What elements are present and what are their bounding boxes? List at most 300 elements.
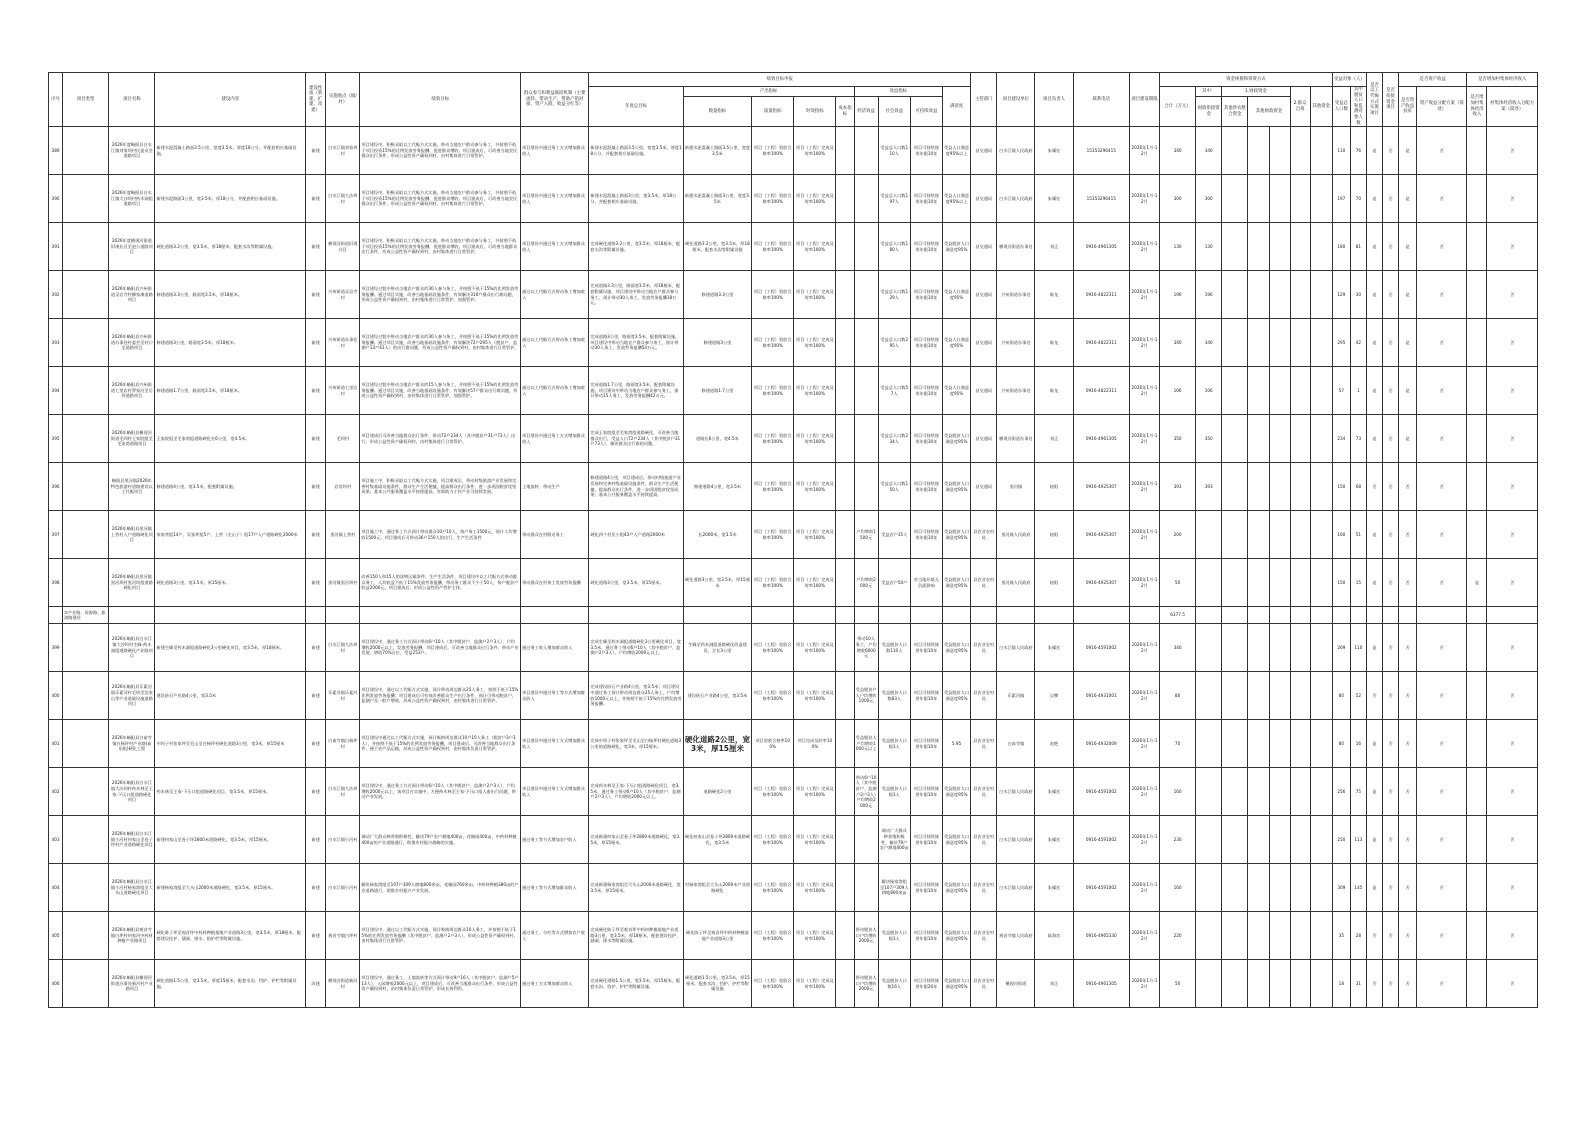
- cell-mech: 通过务工、分红等方式增加农户收入: [521, 912, 589, 960]
- cell-seq: 401: [49, 720, 63, 768]
- cell-dept: 县农业农村局: [971, 559, 997, 607]
- cell-dept: 县农业农村局: [971, 960, 997, 1008]
- cell-phone: 0916-4591002: [1073, 624, 1129, 672]
- cell-fin-b: [1222, 271, 1248, 319]
- cell-dept: 县交通局: [971, 367, 997, 415]
- header-content: 建设内容: [155, 73, 306, 127]
- table-row: [49, 816, 1538, 864]
- cell-asset-plan: 否: [1417, 559, 1467, 607]
- cell-econ: [854, 415, 878, 463]
- cell-fin-a: [1196, 912, 1222, 960]
- header-social: 社会效益: [878, 97, 910, 127]
- cell-coll-flag: 是: [1467, 559, 1487, 607]
- cell-quality: 项目验收合格率100%: [752, 720, 794, 768]
- table-body: [49, 127, 1538, 1008]
- cell-owner: 黑河镇人民政府: [997, 559, 1035, 607]
- cell-benef-total: 35: [1332, 912, 1350, 960]
- cell-leader: 吴攀: [1035, 672, 1073, 720]
- cell-period: 2026年1月-12月: [1129, 511, 1159, 559]
- cell-nature: 新建: [306, 720, 326, 768]
- cell-asset-flag: 否: [1399, 816, 1417, 864]
- header-goal: 绩效目标: [360, 73, 521, 127]
- cell-seq: 390: [49, 175, 63, 223]
- header-benef-poor: 其中脱贫人口和监测对象人数: [1350, 87, 1366, 127]
- cell-name: 2026年略阳县白水江镇小河村何家山至卷子坪村产业道路硬化项目: [109, 816, 155, 864]
- header-sustain: 可持续效益: [910, 97, 942, 127]
- header-type: 项目类型: [63, 73, 109, 127]
- cell-fin-b: [1222, 672, 1248, 720]
- section-cell: [1196, 607, 1222, 624]
- cell-coll-plan: 否: [1487, 271, 1538, 319]
- cell-satis: 受益人口满意度95%: [942, 367, 970, 415]
- cell-quality: 项目（工程）验收合格率100%: [752, 271, 794, 319]
- cell-tie: 否: [1383, 672, 1399, 720]
- cell-type: [63, 720, 109, 768]
- cell-dept: 县交通局: [971, 463, 997, 511]
- cell-loan: [1290, 367, 1310, 415]
- cell-benef-poor: 110: [1350, 624, 1366, 672]
- cell-asset-plan: 否: [1417, 319, 1467, 367]
- cell-fin-c: [1248, 175, 1270, 223]
- cell-asset-flag: 是: [1399, 319, 1417, 367]
- cell-fin-a: [1196, 960, 1222, 1008]
- cell-coll-flag: [1467, 624, 1487, 672]
- cell-fin-c2: [1270, 223, 1290, 271]
- cell-period: 2026年1月-12月: [1129, 415, 1159, 463]
- cell-loan: [1290, 672, 1310, 720]
- cell-loc: 岩房坝村: [326, 463, 360, 511]
- cell-coll-plan: 否: [1487, 415, 1538, 463]
- cell-seq: 405: [49, 912, 63, 960]
- cell-phone: 0916-4931001: [1073, 672, 1129, 720]
- cell-qty: 硬化道路3.2公里，宽3.5米，厚18厘米，配套水沟等附属设施: [683, 223, 751, 271]
- cell-benef-total: 234: [1332, 415, 1350, 463]
- cell-sustain: 项目可持续使用年限10年: [910, 127, 942, 175]
- section-cell: [589, 607, 683, 624]
- cell-sustain: 项目可持续使用年限10年: [910, 816, 942, 864]
- cell-other: [1310, 415, 1332, 463]
- cell-owner: 兴州街道办事处: [997, 367, 1035, 415]
- cell-phone: 0916-4925307: [1073, 463, 1129, 511]
- cell-phone: 0916-4822311: [1073, 367, 1129, 415]
- cell-dept: 县农业农村局: [971, 768, 997, 816]
- cell-total: 130: [1160, 223, 1196, 271]
- cell-fin-c: [1248, 223, 1270, 271]
- cell-period: 2026年1月-12月: [1129, 175, 1159, 223]
- cell-leader: 朱耀宏: [1035, 768, 1073, 816]
- cell-fin-b: [1222, 864, 1248, 912]
- cell-name: 2026年略阳县兴州街道七里店村罗家河至后坝道路项目: [109, 367, 155, 415]
- cell-econ: [854, 367, 878, 415]
- cell-asset-flag: 否: [1399, 768, 1417, 816]
- cell-asset-flag: 是: [1399, 271, 1417, 319]
- cell-annual: 完成生峰至药木洞组道路硬化3公里硬化项目，宽3.5米，通过务工带动6户10人（其中脱贫户、监测户2户3人），户均增收2000元以上。: [589, 624, 683, 672]
- cell-dept: 县交通局: [971, 175, 997, 223]
- cell-fin-c: [1248, 912, 1270, 960]
- cell-type: [63, 816, 109, 864]
- cell-dept: 县交通局: [971, 271, 997, 319]
- cell-asset-plan: 否: [1417, 768, 1467, 816]
- cell-goal: 项目建设过程中带动当地农户群众约15人参与务工，并按照不低于15%的比例发放劳务报酬。通过项目实施，改善当地基础设施条件，有效解决57户群众出行难问题，形成公益性资产确权到村，由村集体进行日常管护，加强管护。: [360, 367, 521, 415]
- cell-cost: [836, 720, 854, 768]
- cell-loan: [1290, 864, 1310, 912]
- cell-cost: [836, 415, 854, 463]
- cell-goal: 项目建设中，积极采取以工代赈方式实施，带动当地农户群众参与务工，并按照不低于项目投资15%的比例发放劳务报酬，促进群众增收。项目建成后，可改善当地农民群众出行条件，形成公益性资产确权到村，由村集体进行日常管护。: [360, 127, 521, 175]
- cell-qty: 道路长6公里，宽4.5米: [683, 415, 751, 463]
- cell-coll-plan: 否: [1487, 127, 1538, 175]
- cell-goal: 项目建设过程中带动当地农户群众约30人参与务工，并按照不低于15%的比例发放劳务报酬。通过项目实施，改善当地基础设施条件，有效解决310户群众出行难问题，形成公益性资产确权到村，由村集体进行日常管护，加强管护。: [360, 271, 521, 319]
- cell-coll-plan: 否: [1487, 672, 1538, 720]
- cell-total: 196: [1160, 271, 1196, 319]
- cell-other: [1310, 319, 1332, 367]
- cell-annual: 修建道路4公里，项目建成后，带动村级旅游产业发展和完善村级基础设施条件，群众生产生活便捷，提高群众出行条件，进一步巩固脱贫攻坚成果；基本公共服务覆盖水平持续提高。: [589, 463, 683, 511]
- cell-sustain: 项目可持续使用年限10年: [910, 271, 942, 319]
- cell-total: 80: [1160, 672, 1196, 720]
- section-cell: [1035, 607, 1073, 624]
- table-row: [49, 624, 1538, 672]
- cell-asset-plan: 否: [1417, 912, 1467, 960]
- cell-mech: 带动群众在村务工发放劳务报酬: [521, 559, 589, 607]
- cell-benef-poor: 145: [1350, 864, 1366, 912]
- cell-type: [63, 960, 109, 1008]
- cell-goal: 项目建设中，通过以工代赈方式实施，预计吸纳周边群众10人务工，并按照不低于15%的比例发放劳务报酬（其中脱贫户、监测户2户3人），形成公益性资产确权到村，由村集体进行日常管护。: [360, 912, 521, 960]
- header-quality: 质量指标: [752, 97, 794, 127]
- cell-mech: 项目建设中通过务工方式增加群众收入: [521, 720, 589, 768]
- cell-coll-flag: [1467, 960, 1487, 1008]
- cell-content: 硬化道路3公里，宽3.5米，厚15厘米。: [155, 559, 306, 607]
- section-cell: [1487, 607, 1538, 624]
- cell-leader: 赵艳: [1035, 720, 1073, 768]
- cell-coll-plan: 否: [1487, 319, 1538, 367]
- cell-goal: 项目建设中，通过务工方式预计带动6户10人（其中脱贫户、监测户2户3人），户均增收2000元以上，该项目在实施中，方便药木林至王家-下压口组人畜出行问题，带动产业发展。: [360, 768, 521, 816]
- cell-annual: 完成新建杨家湾组至大头山2000米道路硬化，宽3.5米，厚15厘米。: [589, 864, 683, 912]
- cell-tie: 否: [1383, 912, 1399, 960]
- cell-other: [1310, 672, 1332, 720]
- cell-type: [63, 367, 109, 415]
- cell-sustain: 项目可持续使用年限10年: [910, 511, 942, 559]
- cell-cost: [836, 271, 854, 319]
- cell-asset-flag: 否: [1399, 912, 1417, 960]
- cell-satis: 受益脱贫人口满意度95%: [942, 624, 970, 672]
- cell-fin-c2: [1270, 271, 1290, 319]
- cell-fin-a: 350: [1196, 415, 1222, 463]
- cell-social: 受益总人口数197人: [878, 175, 910, 223]
- cell-nature: 新建: [306, 175, 326, 223]
- cell-leader: 陈龙: [1035, 319, 1073, 367]
- cell-cost: [836, 912, 854, 960]
- cell-benef-total: 309: [1332, 864, 1350, 912]
- cell-total: 50: [1160, 960, 1196, 1008]
- cell-loan: [1290, 223, 1310, 271]
- cell-fin-a: [1196, 624, 1222, 672]
- cell-coll-plan: 否: [1487, 960, 1538, 1008]
- section-cell: [1248, 607, 1270, 624]
- header-fiscal: 1.财政资金: [1222, 87, 1290, 97]
- cell-cost: [836, 127, 854, 175]
- section-cell: [1310, 607, 1332, 624]
- cell-benef-poor: 42: [1350, 319, 1366, 367]
- cell-total: 220: [1160, 912, 1196, 960]
- table-row: [49, 720, 1538, 768]
- cell-work: 否: [1366, 463, 1382, 511]
- cell-fin-b: [1222, 912, 1248, 960]
- cell-loan: [1290, 463, 1310, 511]
- cell-sustain: 项目可持续使用年限10年: [910, 223, 942, 271]
- cell-name: 2026年略阳县黑河镇上营村入户道路硬化项目: [109, 511, 155, 559]
- cell-mech: 通过务工等方式增加群众收入: [521, 864, 589, 912]
- cell-asset-flag: 否: [1399, 720, 1417, 768]
- cell-cost: [836, 960, 854, 1008]
- cell-tie: 否: [1383, 511, 1399, 559]
- cell-quality: 项目（工程）验收合格率100%: [752, 319, 794, 367]
- cell-econ: [854, 127, 878, 175]
- cell-total: 200: [1160, 511, 1196, 559]
- cell-sustain: 项目可持续使用年限10年: [910, 624, 942, 672]
- cell-work: 否: [1366, 672, 1382, 720]
- cell-name: 2026年略阳县观音寺镇白坪村何家河中药材种植产业路项目: [109, 912, 155, 960]
- cell-period: 2026年1月-12月: [1129, 271, 1159, 319]
- cell-fin-a: 340: [1196, 319, 1222, 367]
- cell-type: [63, 463, 109, 511]
- cell-other: [1310, 816, 1332, 864]
- cell-asset-flag: 是: [1399, 127, 1417, 175]
- cell-content: 新建水泥路面3公里，宽3.5米，厚18公分，并配套相应基础设施。: [155, 175, 306, 223]
- cell-owner: 横现河街道办事处: [997, 415, 1035, 463]
- cell-econ: [854, 175, 878, 223]
- cell-benef-total: 110: [1332, 127, 1350, 175]
- cell-period: 2026年1月-12月: [1129, 720, 1159, 768]
- cell-coll-plan: 否: [1487, 367, 1538, 415]
- cell-fin-c2: [1270, 319, 1290, 367]
- cell-work: 是: [1366, 864, 1382, 912]
- cell-cost: [836, 672, 854, 720]
- cell-coll-plan: 否: [1487, 559, 1538, 607]
- cell-fin-b: [1222, 960, 1248, 1008]
- cell-nature: 新建: [306, 319, 326, 367]
- table-row: [49, 319, 1538, 367]
- cell-period: 2026年1月-12月: [1129, 672, 1159, 720]
- cell-cost: [836, 223, 854, 271]
- cell-timely: 项目（工程）完成及时率100%: [794, 960, 836, 1008]
- cell-cost: [836, 864, 854, 912]
- cell-fin-c: [1248, 816, 1270, 864]
- cell-loan: [1290, 624, 1310, 672]
- cell-content: 硬化道路1.5公里，宽3.5米，厚度15厘米，配套水沟、挡护、护栏等附属设施。: [155, 960, 306, 1008]
- cell-mech: 项目建设中通过务工方式增加群众收入: [521, 415, 589, 463]
- cell-owner: 白水江镇人民政府: [997, 127, 1035, 175]
- cell-goal: 项目建设中通过以工代赈方式实施，预计吸纳周边群众10户10人务工（脱贫户3户3人），并按照不低于15%的比例发放劳务报酬，项目建成后，可改善当地群众出行条件，便于农产品运输，形成公益性资产确权到村，由村集体负责日常管护。: [360, 720, 521, 768]
- cell-work: 是: [1366, 559, 1382, 607]
- cell-benef-total: 150: [1332, 463, 1350, 511]
- cell-dept: 县交通局: [971, 127, 997, 175]
- cell-total: 340: [1160, 624, 1196, 672]
- cell-dept: 县农业农村局: [971, 816, 997, 864]
- cell-tie: 否: [1383, 127, 1399, 175]
- cell-social: 受益脱贫人口数3人: [878, 912, 910, 960]
- cell-owner: 横现河街道办事处: [997, 223, 1035, 271]
- header-benef-total: 受益总人口数: [1332, 87, 1350, 127]
- section-cell: [306, 607, 326, 624]
- cell-seq: 397: [49, 511, 63, 559]
- cell-name: 2026年略阳县兴州街道灵岩寺村柳家滩道路项目: [109, 271, 155, 319]
- cell-econ: [854, 816, 878, 864]
- cell-loan: [1290, 559, 1310, 607]
- cell-satis: 受益脱贫人口满意度95%: [942, 559, 970, 607]
- cell-annual: 新建水泥混凝土路面3.5公里，宽度3.5米，厚度18公分，并配套相应基础设施。: [589, 127, 683, 175]
- cell-owner: 黑河镇: [997, 463, 1035, 511]
- cell-total: 230: [1160, 816, 1196, 864]
- cell-type: [63, 319, 109, 367]
- cell-fin-c: [1248, 864, 1270, 912]
- cell-total: 160: [1160, 768, 1196, 816]
- header-of-which: 其中：: [1196, 87, 1222, 97]
- cell-name: 2026年度略阳县白水江镇刘家坝村民委员会道路项目: [109, 127, 155, 175]
- cell-name: 2026年略阳县乐素河镇乐素河村毛坝至沈家山等产业基础设施道路项目: [109, 672, 155, 720]
- cell-type: [63, 511, 109, 559]
- cell-type: [63, 415, 109, 463]
- cell-benef-poor: 31: [1350, 960, 1366, 1008]
- header-total: 合计（万元）: [1160, 87, 1196, 127]
- cell-benef-poor: 15: [1350, 559, 1366, 607]
- header-mechanism: 群众参与和利益联结机制（主要流转、带动生产、帮助产销对接、资产入股、收益分红等）: [521, 73, 589, 127]
- cell-mech: 通过务工等方式增加农户收入: [521, 816, 589, 864]
- cell-quality: 项目（工程）验收合格率100%: [752, 127, 794, 175]
- cell-sustain: 项目可持续使用年限10年: [910, 864, 942, 912]
- cell-type: [63, 175, 109, 223]
- cell-owner: 乐素河镇: [997, 672, 1035, 720]
- cell-benef-total: 180: [1332, 223, 1350, 271]
- cell-period: 2026年1月-12月: [1129, 127, 1159, 175]
- cell-fin-c: [1248, 559, 1270, 607]
- cell-satis: 受益脱贫人口满意度95%: [942, 415, 970, 463]
- cell-timely: 项目（工程）完成及时率100%: [794, 912, 836, 960]
- cell-type: [63, 768, 109, 816]
- cell-fin-a: 340: [1196, 127, 1222, 175]
- cell-qty: 建设砂石产业路4公里，宽3.5米: [683, 672, 751, 720]
- cell-goal: 解决杨家湾组至107户309人耕地800余亩，花椒园760余亩，中药材种植380亩的产业道路通行，助推乡村振兴产业发展。: [360, 864, 521, 912]
- cell-coll-flag: [1467, 319, 1487, 367]
- cell-fin-b: [1222, 559, 1248, 607]
- table-row: [49, 271, 1538, 319]
- cell-goal: 项目建设中，通过务工方式预计带动6户10人（其中脱贫户、监测户2户3人），户均增收2000元以上，发放劳务报酬，项目建成后，可改善当地群众出行条件，带动产业发展，增收70%台位，受益253户。: [360, 624, 521, 672]
- cell-leader: 朱耀宏: [1035, 624, 1073, 672]
- cell-fin-c2: [1270, 768, 1290, 816]
- cell-cost: [836, 768, 854, 816]
- cell-social: 受益脱贫人口数3人: [878, 768, 910, 816]
- cell-period: 2026年1月-12月: [1129, 463, 1159, 511]
- cell-asset-flag: 否: [1399, 864, 1417, 912]
- cell-owner: 观音寺镇人民政府: [997, 912, 1035, 960]
- section-cell: [1467, 607, 1487, 624]
- cell-fin-c2: [1270, 175, 1290, 223]
- cell-content: 家家营组14户、吴家坪组5户、上营（尖山子）组17户入户道路硬化2000米: [155, 511, 306, 559]
- cell-seq: 404: [49, 864, 63, 912]
- cell-satis: 受益脱贫人口满意度95%: [942, 672, 970, 720]
- cell-asset-plan: 否: [1417, 127, 1467, 175]
- cell-satis: 受益人口满意度95%: [942, 271, 970, 319]
- section-cell: [794, 607, 836, 624]
- cell-total: 70: [1160, 720, 1196, 768]
- cell-fin-c: [1248, 367, 1270, 415]
- section-cell: [1073, 607, 1129, 624]
- table-row: [49, 367, 1538, 415]
- cell-mech: 项目建设中通过务工方式增加群众收入: [521, 127, 589, 175]
- cell-mech: 通过务工方式增加群众收入: [521, 960, 589, 1008]
- header-fin-c: 其他财政资金: [1248, 97, 1290, 127]
- table-row: [49, 768, 1538, 816]
- cell-work: 否: [1366, 960, 1382, 1008]
- cell-timely: 项目（工程）完成及时率100%: [794, 463, 836, 511]
- cell-asset-plan: 否: [1417, 223, 1467, 271]
- cell-total: 393: [1160, 463, 1196, 511]
- cell-fin-b: [1222, 511, 1248, 559]
- header-name: 项目名称: [109, 73, 155, 127]
- cell-fin-a: [1196, 672, 1222, 720]
- cell-other: [1310, 768, 1332, 816]
- cell-type: [63, 672, 109, 720]
- header-cost: 成本指标: [836, 97, 854, 127]
- cell-other: [1310, 960, 1332, 1008]
- cell-benef-total: 250: [1332, 816, 1350, 864]
- header-period: 项目建设期限: [1129, 73, 1159, 127]
- table-row: [49, 415, 1538, 463]
- cell-leader: 桂阳: [1035, 463, 1073, 511]
- cell-type: [63, 223, 109, 271]
- cell-sustain: 项目可持续使用年限10年: [910, 768, 942, 816]
- cell-benef-poor: 30: [1350, 271, 1366, 319]
- cell-qty: 硬化道路3公里，宽3.5米，厚15厘米: [683, 559, 751, 607]
- cell-owner: 横现河街道: [997, 960, 1035, 1008]
- cell-econ: 户均增收1500元: [854, 511, 878, 559]
- cell-coll-plan: 否: [1487, 912, 1538, 960]
- cell-fin-c: [1248, 768, 1270, 816]
- cell-seq: 398: [49, 559, 63, 607]
- cell-cost: [836, 367, 854, 415]
- cell-dept: 县交通局: [971, 223, 997, 271]
- cell-phone: 15353296415: [1073, 175, 1129, 223]
- cell-loc: 观音寺镇白坪村: [326, 912, 360, 960]
- cell-period: 2026年1月-12月: [1129, 912, 1159, 960]
- cell-name: 2026年度略阳县白水江镇大沙坝村药木洞组道路项目: [109, 175, 155, 223]
- cell-content: 中坝子村张家坪至毛山至白杨坪村硬化道路3公里，宽3米，厚15厘米: [155, 720, 306, 768]
- section-cell: [683, 607, 751, 624]
- cell-period: 2026年1月-12月: [1129, 816, 1159, 864]
- cell-asset-plan: 否: [1417, 864, 1467, 912]
- cell-nature: 新建: [306, 624, 326, 672]
- cell-fin-c2: [1270, 864, 1290, 912]
- cell-benef-total: 197: [1332, 175, 1350, 223]
- section-cell: [942, 607, 970, 624]
- cell-owner: 白水江镇人民政府: [997, 624, 1035, 672]
- cell-work: 是: [1366, 223, 1382, 271]
- cell-work: 是: [1366, 511, 1382, 559]
- cell-nature: 新建: [306, 415, 326, 463]
- cell-satis: 受益脱贫人口满意度95%: [942, 912, 970, 960]
- cell-fin-b: [1222, 415, 1248, 463]
- cell-coll-flag: [1467, 367, 1487, 415]
- cell-name: 2026年略阳县白水江镇小河村杨家湾组至大头山道路硬化项目: [109, 864, 155, 912]
- cell-social: 受益总人口数129人: [878, 271, 910, 319]
- cell-quality: 项目（工程）验收合格率100%: [752, 415, 794, 463]
- cell-owner: 白水江镇人民政府: [997, 816, 1035, 864]
- cell-leader: 桂阳: [1035, 559, 1073, 607]
- cell-fin-a: [1196, 816, 1222, 864]
- cell-name: 2026年略阳县横现河街道办事处新河村产业路项目: [109, 960, 155, 1008]
- cell-loc: 黑河镇上营村: [326, 511, 360, 559]
- header-econ: 经济效益: [854, 97, 878, 127]
- cell-total: 106: [1160, 367, 1196, 415]
- cell-seq: 402: [49, 768, 63, 816]
